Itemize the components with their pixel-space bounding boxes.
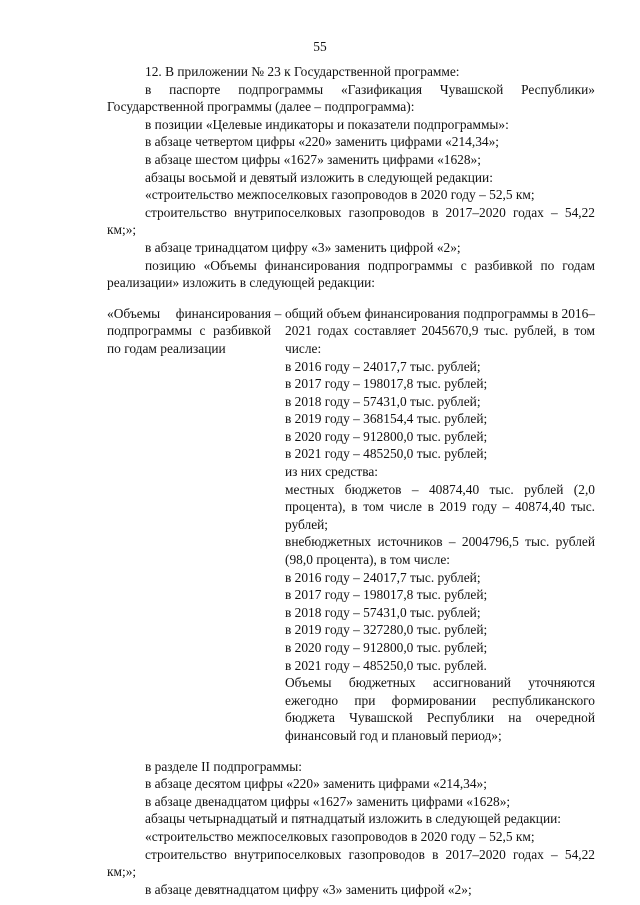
funding-line: в 2019 году – 368154,4 тыс. рублей;	[285, 411, 488, 427]
page-number: 55	[313, 39, 327, 54]
paragraph: в абзаце шестом цифры «1627» заменить цифрами «1628»;	[145, 151, 481, 167]
paragraph: строительство внутрипоселковых газопроводов в 2017–2020 годах – 54,22 км;»;	[107, 846, 595, 880]
paragraph: в абзаце четвертом цифры «220» заменить цифрами «214,34»;	[145, 134, 500, 150]
paragraph: в паспорте подпрограммы «Газификация Чувашской Республики» Государственной программы (далее – подпрограмма):	[107, 81, 595, 115]
funding-position	[107, 305, 595, 745]
funding-line: в 2021 году – 485250,0 тыс. рублей;	[285, 446, 488, 462]
paragraph: абзацы четырнадцатый и пятнадцатый изложить в следующей редакции:	[145, 811, 562, 827]
paragraph: в абзаце двенадцатом цифры «1627» заменить цифрами «1628»;	[145, 793, 511, 809]
document-body	[107, 63, 595, 898]
funding-line: в 2018 году – 57431,0 тыс. рублей;	[285, 604, 481, 620]
funding-line: общий объем финансирования подпрограммы в 2016–2021 годах составляет 2045670,9 тыс. рублей, в том числе:	[285, 305, 595, 356]
paragraph: 12. В приложении № 23 к Государственной программе:	[145, 64, 460, 79]
paragraph: «строительство межпоселковых газопроводов в 2020 году – 52,5 км;	[145, 187, 535, 203]
funding-line: в 2017 году – 198017,8 тыс. рублей;	[285, 376, 488, 392]
outro-section	[107, 758, 595, 899]
funding-line: в 2016 году – 24017,7 тыс. рублей;	[285, 569, 481, 585]
paragraph: в абзаце девятнадцатом цифру «3» заменить цифрой «2»;	[145, 881, 472, 897]
paragraph: «строительство межпоселковых газопроводов в 2020 году – 52,5 км;	[145, 828, 535, 844]
intro-section	[107, 63, 595, 292]
funding-line: в 2018 году – 57431,0 тыс. рублей;	[285, 393, 481, 409]
funding-line: из них средства:	[285, 464, 379, 480]
funding-line: Объемы бюджетных ассигнований уточняются ежегодно при формировании республиканского бюджета Чувашской Республики на очередной финансовый год и плановый период»;	[285, 675, 595, 743]
funding-line: в 2021 году – 485250,0 тыс. рублей.	[285, 657, 487, 673]
funding-line: в 2020 году – 912800,0 тыс. рублей;	[285, 640, 488, 655]
paragraph: строительство внутрипоселковых газопроводов в 2017–2020 годах – 54,22 км;»;	[107, 204, 595, 238]
position-dash: –	[274, 305, 282, 321]
funding-details	[285, 305, 595, 745]
funding-line: в 2020 году – 912800,0 тыс. рублей;	[285, 428, 488, 444]
funding-line: местных бюджетов – 40874,40 тыс. рублей (2,0 процента), в том числе в 2019 году – 40874,40 тыс. рублей;	[285, 481, 595, 532]
paragraph: позицию «Объемы финансирования подпрограммы с разбивкой по годам реализации» изложить в следующей редакции:	[107, 257, 595, 291]
funding-line: в 2019 году – 327280,0 тыс. рублей;	[285, 622, 488, 638]
funding-line: внебюджетных источников – 2004796,5 тыс. рублей (98,0 процента), в том числе:	[285, 534, 595, 568]
paragraph: в абзаце десятом цифры «220» заменить цифрами «214,34»;	[145, 776, 487, 792]
funding-line: в 2016 году – 24017,7 тыс. рублей;	[285, 358, 481, 374]
funding-line: в 2017 году – 198017,8 тыс. рублей;	[285, 587, 488, 603]
paragraph: абзацы восьмой и девятый изложить в следующей редакции:	[145, 169, 493, 185]
position-label: «Объемы финансирования подпрограммы с разбивкой по годам реализации	[107, 305, 271, 356]
paragraph: в абзаце тринадцатом цифру «3» заменить цифрой «2»;	[145, 239, 461, 255]
paragraph: в разделе II подпрограммы:	[145, 758, 302, 774]
paragraph: в позиции «Целевые индикаторы и показатели подпрограммы»:	[145, 116, 509, 132]
